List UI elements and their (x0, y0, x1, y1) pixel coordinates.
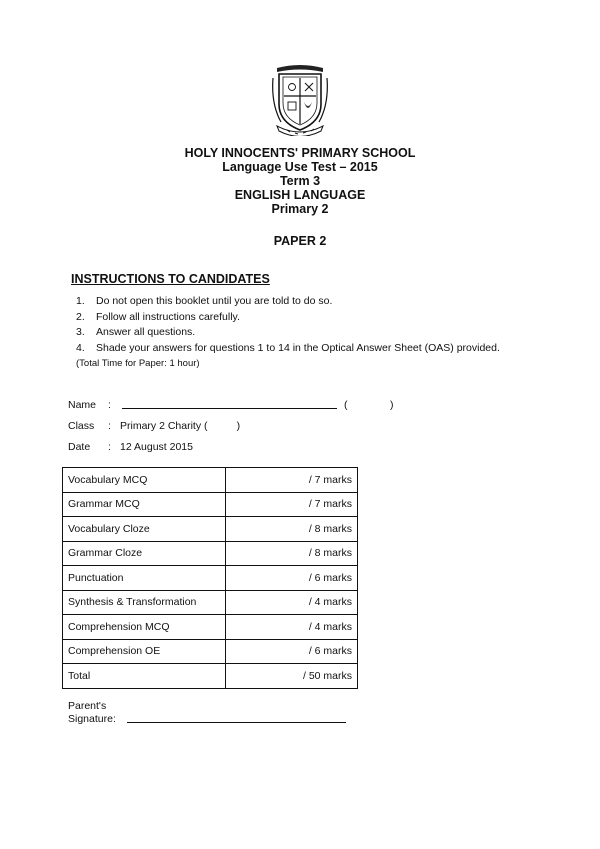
level: Primary 2 (271, 202, 329, 216)
name-label: Name (68, 399, 97, 411)
date-value: 12 August 2015 (120, 441, 193, 453)
table-row (63, 590, 358, 615)
class-row: Class : Primary 2 Charity ( ) (68, 420, 241, 432)
subject: ENGLISH LANGUAGE (234, 188, 366, 202)
table-row (63, 492, 358, 517)
total-label: Total (63, 664, 226, 689)
section-name: Comprehension MCQ (63, 615, 226, 640)
register-number-close: ) (390, 399, 394, 411)
signature-field[interactable] (127, 722, 346, 723)
table-row (63, 615, 358, 640)
class-value: Primary 2 Charity ( ) (120, 420, 241, 432)
name-row: Name : (68, 399, 111, 411)
instruction-item: 1. Do not open this booklet until you are told to do so. (76, 295, 333, 307)
document-header (0, 146, 600, 248)
table-row-total (63, 664, 358, 689)
total-marks: / 50 marks (226, 664, 358, 689)
section-marks: / 8 marks (226, 541, 358, 566)
instruction-item: 3. Answer all questions. (76, 326, 196, 338)
term: Term 3 (279, 174, 321, 188)
paper-number: PAPER 2 (273, 234, 327, 248)
name-field[interactable] (122, 408, 337, 409)
section-name: Punctuation (63, 566, 226, 591)
test-title: Language Use Test – 2015 (222, 160, 378, 174)
parent-signature-label: Parent's Signature: (68, 700, 116, 725)
table-row (63, 566, 358, 591)
section-marks: / 4 marks (226, 615, 358, 640)
section-name: Grammar Cloze (63, 541, 226, 566)
instructions-title: INSTRUCTIONS TO CANDIDATES (71, 272, 270, 286)
school-name: HOLY INNOCENTS' PRIMARY SCHOOL (184, 146, 416, 160)
section-name: Vocabulary MCQ (63, 468, 226, 493)
section-marks: / 6 marks (226, 639, 358, 664)
instructions-list (76, 294, 500, 356)
section-name: Grammar MCQ (63, 492, 226, 517)
section-name: Vocabulary Cloze (63, 517, 226, 542)
marks-table (62, 467, 358, 689)
total-time-note: (Total Time for Paper: 1 hour) (76, 358, 200, 369)
instruction-item: 4. Shade your answers for questions 1 to 14 in the Optical Answer Sheet (OAS) provided. (76, 341, 500, 354)
table-row (63, 468, 358, 493)
date-row: Date : 12 August 2015 (68, 441, 193, 453)
register-number-open: ( (344, 399, 348, 411)
section-marks: / 6 marks (226, 566, 358, 591)
section-marks: / 7 marks (226, 468, 358, 493)
table-row (63, 517, 358, 542)
section-marks: / 8 marks (226, 517, 358, 542)
date-label: Date (68, 441, 91, 453)
section-name: Synthesis & Transformation (63, 590, 226, 615)
section-marks: / 7 marks (226, 492, 358, 517)
section-marks: / 4 marks (226, 590, 358, 615)
section-name: Comprehension OE (63, 639, 226, 664)
table-row (63, 541, 358, 566)
table-row (63, 639, 358, 664)
school-crest-icon (271, 64, 329, 136)
instruction-item: 2. Follow all instructions carefully. (76, 310, 240, 323)
class-label: Class (68, 420, 95, 432)
